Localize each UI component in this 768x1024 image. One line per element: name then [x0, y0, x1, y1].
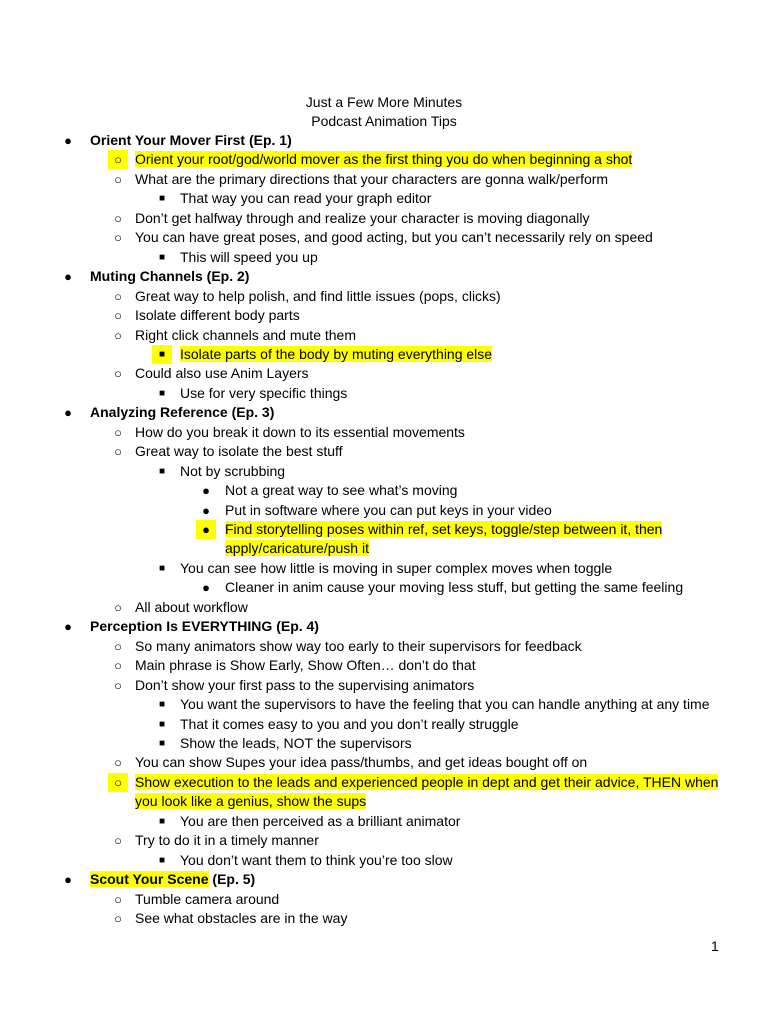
bullet-icon: ○ — [114, 911, 122, 926]
bullet-icon: ■ — [158, 562, 166, 574]
bullet-icon: ○ — [114, 171, 122, 187]
bullet-icon: ■ — [158, 251, 166, 263]
bullet-icon: ■ — [158, 815, 166, 827]
outline-item-text: you look like a genius, show the sups — [135, 793, 367, 810]
outline-item-text: Analyzing Reference (Ep. 3) — [90, 404, 275, 421]
bullet-icon: ○ — [114, 210, 122, 226]
outline-item-text: Great way to isolate the best stuff — [135, 443, 343, 460]
outline-item-text: All about workflow — [135, 598, 248, 615]
bullet-icon: ● — [64, 872, 72, 888]
outline-item-text: You can show Supes your idea pass/thumbs, and get ideas bought off on — [135, 754, 588, 771]
outline-item-text: You can have great poses, and good acting, but you can’t necessarily rely on speed — [135, 229, 653, 246]
outline-item-text: See what obstacles are in the way — [135, 910, 348, 926]
bullet-icon: ○ — [114, 424, 122, 440]
outline-item-text: You can see how little is moving in super complex moves when toggle — [180, 559, 613, 576]
bullet-icon: ● — [64, 269, 72, 285]
outline-item-text: So many animators show way too early to their supervisors for feedback — [135, 637, 582, 654]
outline-item-text: You want the supervisors to have the feeling that you can handle anything at any time — [180, 696, 710, 713]
outline-item-text: apply/caricature/push it — [225, 540, 369, 557]
bullet-icon: ○ — [108, 150, 128, 169]
outline-item-text: Tumble camera around — [135, 890, 280, 907]
outline-item-text: You don’t want them to think you’re too slow — [180, 851, 453, 868]
outline-item-text: That it comes easy to you and you don’t really struggle — [180, 715, 519, 732]
outline-item-text: Show execution to the leads and experienced people in dept and get their advice, THEN when — [135, 773, 719, 790]
bullet-icon: ○ — [114, 599, 122, 615]
outline-item-text: Cleaner in anim cause your moving less stuff, but getting the same feeling — [225, 579, 684, 596]
outline-item-text: Perception Is EVERYTHING (Ep. 4) — [90, 618, 319, 635]
bullet-icon: ● — [202, 483, 210, 499]
bullet-icon: ■ — [158, 465, 166, 477]
outline-item-text: Isolate different body parts — [135, 307, 300, 324]
bullet-icon: ○ — [114, 891, 122, 907]
outline-item-text: Orient Your Mover First (Ep. 1) — [90, 132, 292, 148]
outline-item-text: That way you can read your graph editor — [180, 190, 432, 207]
bullet-icon: ○ — [114, 308, 122, 324]
bullet-icon: ○ — [114, 833, 122, 849]
outline-item-text: Main phrase is Show Early, Show Often… don’t do that — [135, 657, 476, 674]
bullet-icon: ■ — [158, 699, 166, 711]
outline-item-text: Orient your root/god/world mover as the first thing you do when beginning a shot — [135, 151, 633, 168]
bullet-icon: ○ — [114, 444, 122, 460]
bullet-icon: ○ — [114, 230, 122, 246]
outline-item-text: Show the leads, NOT the supervisors — [180, 734, 412, 751]
outline-item-text: Muting Channels (Ep. 2) — [90, 268, 250, 285]
bullet-icon: ● — [202, 580, 210, 596]
bullet-icon: ● — [196, 520, 216, 539]
bullet-icon: ○ — [114, 288, 122, 304]
outline-item-text: Not a great way to see what’s moving — [225, 482, 458, 499]
outline-item-text: Scout Your Scene — [90, 871, 209, 888]
page-number: 1 — [711, 938, 719, 954]
outline-item-text: Find storytelling poses within ref, set keys, toggle/step between it, then — [225, 521, 663, 537]
bullet-icon: ■ — [158, 737, 166, 749]
outline-item-text: Try to do it in a timely manner — [135, 832, 319, 849]
outline-item-text: Don’t get halfway through and realize your character is moving diagonally — [135, 209, 590, 226]
outline-item-text: Use for very specific things — [180, 384, 348, 401]
bullet-icon: ■ — [158, 854, 166, 866]
bullet-icon: ○ — [114, 658, 122, 674]
bullet-icon: ○ — [114, 366, 122, 382]
bullet-icon: ○ — [114, 327, 122, 343]
outline-item-text: Great way to help polish, and find little issues (pops, clicks) — [135, 287, 501, 304]
outline-item-text: Don’t show your first pass to the supervising animators — [135, 676, 475, 693]
bullet-icon: ○ — [114, 755, 122, 771]
bullet-icon: ○ — [114, 638, 122, 654]
bullet-icon: ● — [64, 405, 72, 421]
document-title: Just a Few More Minutes — [305, 94, 463, 110]
outline-item-text: Not by scrubbing — [180, 462, 286, 479]
outline-item-text: Isolate parts of the body by muting everything else — [180, 345, 493, 362]
outline-item-text: What are the primary directions that your characters are gonna walk/perform — [135, 170, 609, 187]
bullet-icon: ● — [64, 133, 72, 148]
bullet-icon: ■ — [158, 193, 166, 205]
outline-item-text: Could also use Anim Layers — [135, 365, 309, 382]
bullet-icon: ■ — [158, 718, 166, 730]
outline-item-text: This will speed you up — [180, 248, 318, 265]
bullet-icon: ○ — [114, 677, 122, 693]
bullet-icon: ■ — [158, 387, 166, 399]
outline-item-text: Right click channels and mute them — [135, 326, 356, 343]
document-subtitle: Podcast Animation Tips — [311, 113, 457, 129]
outline-item-text: Put in software where you can put keys in your video — [225, 501, 552, 518]
bullet-icon: ■ — [152, 345, 172, 364]
bullet-icon: ● — [64, 619, 72, 635]
bullet-icon: ○ — [108, 773, 128, 792]
outline-item-text: How do you break it down to its essential movements — [135, 423, 465, 440]
outline-item-text: You are then perceived as a brilliant animator — [180, 812, 461, 829]
outline-item-suffix: (Ep. 5) — [208, 871, 256, 888]
bullet-icon: ● — [202, 502, 210, 518]
